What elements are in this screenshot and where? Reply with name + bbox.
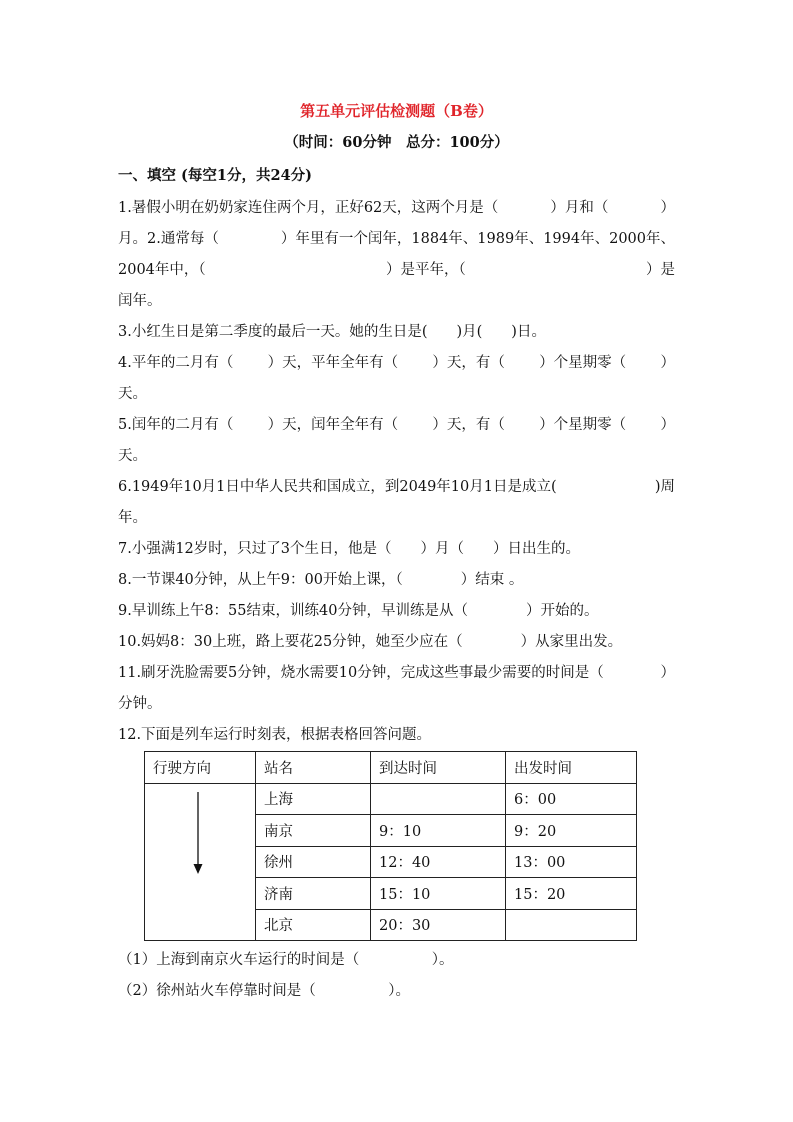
table-cell: 20：30	[371, 909, 506, 941]
text-line: 分钟。	[118, 696, 162, 712]
text-line: 5.闰年的二月有（ ）天，闰年全年有（ ）天，有（ ）个星期零（ ）	[118, 417, 675, 433]
table-header-cell: 出发时间	[506, 752, 637, 784]
table-cell: 南京	[256, 815, 371, 847]
text-line: 闰年。	[118, 293, 162, 309]
table-header-cell: 行驶方向	[145, 752, 256, 784]
train-timetable	[144, 751, 637, 941]
table-cell: 13：00	[506, 846, 637, 878]
text-line: 天。	[118, 386, 147, 402]
table-header-cell: 站名	[256, 752, 371, 784]
text-line: 7.小强满12岁时，只过了3个生日，他是（ ）月（ ）日出生的。	[118, 541, 581, 557]
table-row	[145, 783, 637, 815]
table-cell: 徐州	[256, 846, 371, 878]
text-line: 11.刷牙洗脸需要5分钟，烧水需要10分钟，完成这些事最少需要的时间是（ ）	[118, 665, 675, 681]
table-cell	[506, 909, 637, 941]
table-cell: 上海	[256, 783, 371, 815]
table-cell: 12：40	[371, 846, 506, 878]
text-line: 6.1949年10月1日中华人民共和国成立，到2049年10月1日是成立( )周	[118, 479, 675, 495]
table-cell	[371, 783, 506, 815]
text-line: 4.平年的二月有（ ）天，平年全年有（ ）天，有（ ）个星期零（ ）	[118, 355, 675, 371]
table-cell: 北京	[256, 909, 371, 941]
text-line: （1）上海到南京火车运行的时间是（ ）。	[118, 952, 454, 968]
text-line: 1.暑假小明在奶奶家连住两个月，正好62天，这两个月是（ ）月和（ ）	[118, 200, 675, 216]
question-list	[118, 193, 675, 751]
text-line: （2）徐州站火车停靠时间是（ ）。	[118, 983, 410, 999]
text-line: 8.一节课40分钟，从上午9：00开始上课，（ ）结束 。	[118, 572, 524, 588]
table-header-row	[145, 752, 637, 784]
page-subtitle: （时间：60分钟 总分：100分）	[284, 134, 509, 151]
table-cell: 15：20	[506, 878, 637, 910]
text-line: 3.小红生日是第二季度的最后一天。她的生日是( )月( )日。	[118, 324, 546, 340]
text-line: 12.下面是列车运行时刻表，根据表格回答问题。	[118, 727, 432, 743]
text-line: 天。	[118, 448, 147, 464]
text-line: 9.早训练上午8：55结束，训练40分钟，早训练是从（ ）开始的。	[118, 603, 599, 619]
section-heading: 一、填空 (每空1分，共24分)	[118, 167, 313, 184]
text-line: 2004年中，（ ）是平年，（ ）是	[118, 262, 675, 278]
text-line: 月。2.通常每（ ）年里有一个闰年，1884年、1989年、1994年、2000年、	[118, 231, 675, 247]
table-cell: 9：10	[371, 815, 506, 847]
table-questions	[118, 945, 675, 1007]
table-cell: 9：20	[506, 815, 637, 847]
page-title: 第五单元评估检测题（B卷）	[300, 102, 493, 120]
down-arrow-icon	[145, 785, 247, 935]
table-header-cell: 到达时间	[371, 752, 506, 784]
table-cell: 济南	[256, 878, 371, 910]
direction-cell	[145, 783, 256, 941]
text-line: 年。	[118, 510, 147, 526]
table-cell: 15：10	[371, 878, 506, 910]
table-cell: 6：00	[506, 783, 637, 815]
text-line: 10.妈妈8：30上班，路上要花25分钟，她至少应在（ ）从家里出发。	[118, 634, 623, 650]
